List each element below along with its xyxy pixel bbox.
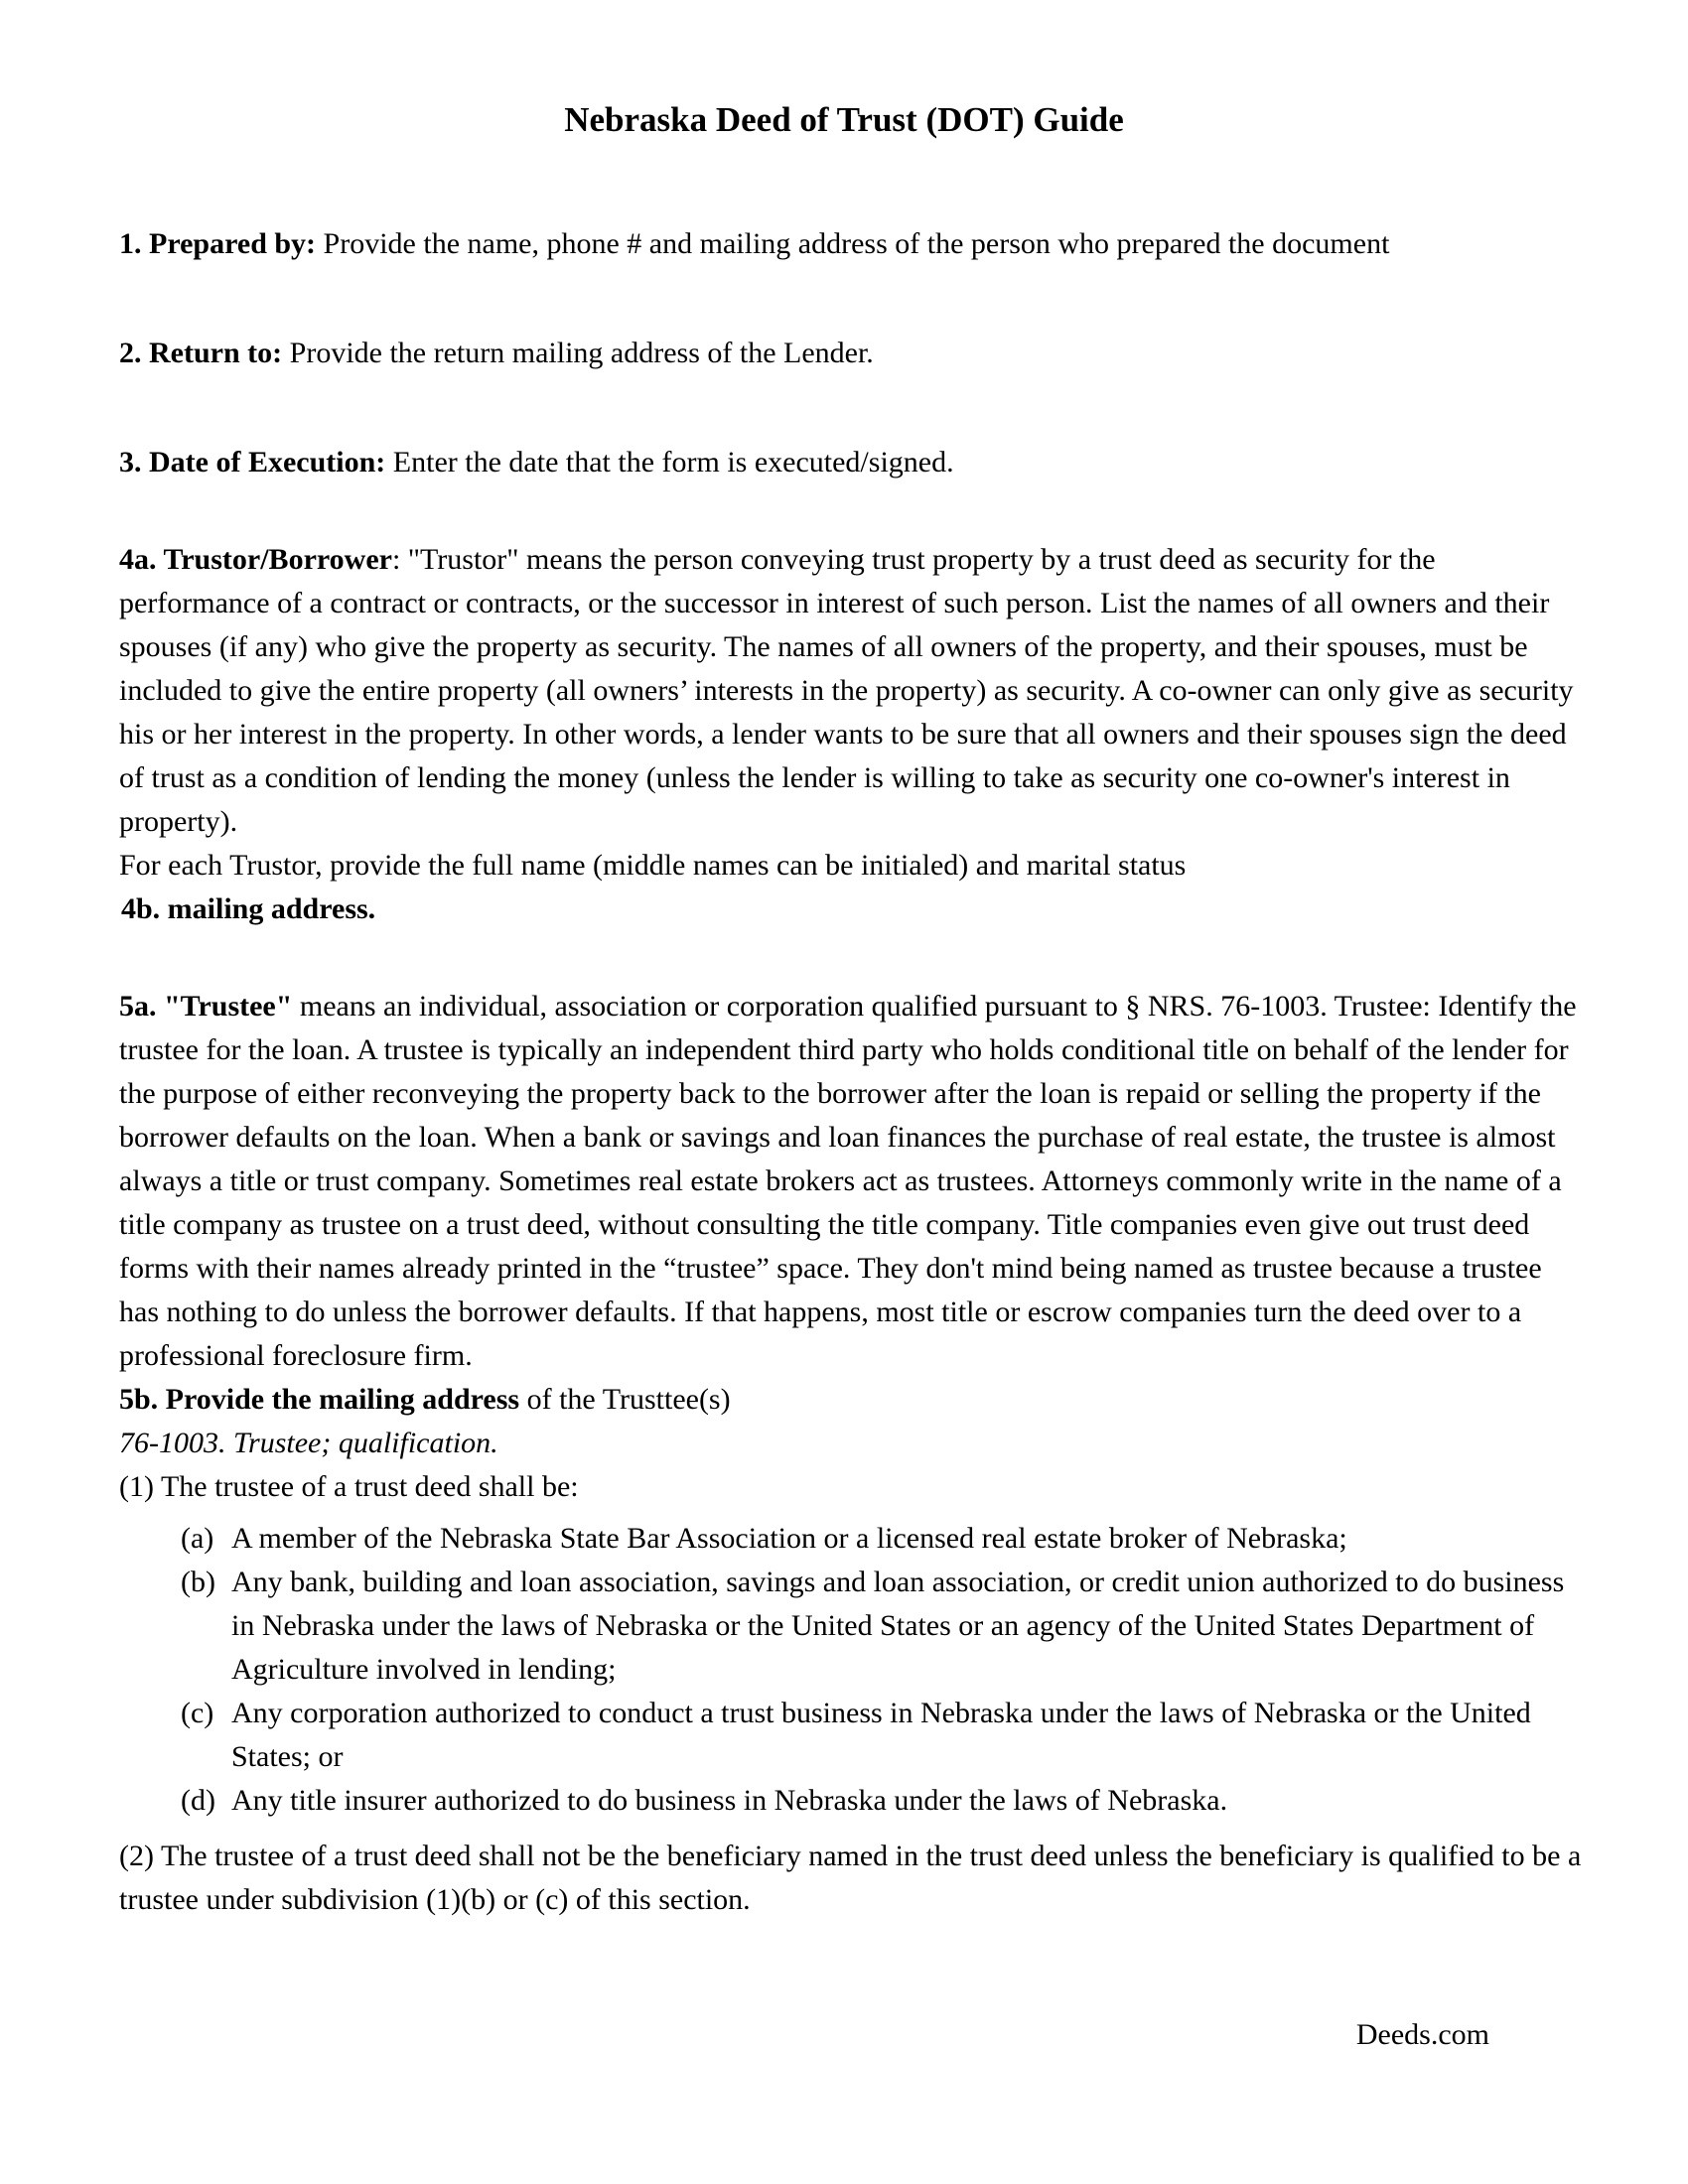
list-item-marker: (c) [181, 1697, 214, 1729]
section-4a-trustor [119, 538, 1589, 844]
footer-brand: Deeds.com [1355, 2018, 1489, 2051]
section-4a-text: : "Trustor" means the person conveying trust property by a trust deed as security for the performance of a contract or contracts, or the successor in interest of such person. List the names of all owners and their spouses (if any) who give the property as security. The names of all owners of the property, and their spouses, must be included to give the entire property (all owners’ interests in the property) as security. A co-owner can only give as security his or her interest in the property. In other words, a lender wants to be sure that all owners and their spouses sign the deed of trust as a condition of lending the money (unless the lender is willing to take as security one co-owner's interest in property). [119, 543, 1574, 838]
list-item-marker: (b) [181, 1566, 215, 1598]
section-1-prepared-by [119, 222, 1589, 266]
statute-paragraph-1: (1) The trustee of a trust deed shall be: [119, 1470, 579, 1503]
section-5b-label: 5b. Provide the mailing address [119, 1383, 520, 1416]
section-5a-trustee [119, 985, 1589, 1378]
list-item-text: Any corporation authorized to conduct a trust business in Nebraska under the laws of Nebraska or the United States; or [231, 1697, 1531, 1773]
section-3-label: 3. Date of Execution: [119, 446, 386, 478]
statute-paragraph-2: (2) The trustee of a trust deed shall not be the beneficiary named in the trust deed unless the beneficiary is qualified to be a trustee under subdivision (1)(b) or (c) of this section. [119, 1840, 1582, 1916]
section-4a-label: 4a. Trustor/Borrower [119, 543, 392, 576]
statute-list-item [181, 1779, 1589, 1823]
section-5a-label: 5a. "Trustee" [119, 990, 293, 1023]
section-2-label: 2. Return to: [119, 337, 283, 369]
guide-content [119, 222, 1589, 1922]
section-1-label: 1. Prepared by: [119, 227, 317, 260]
section-4a-note: For each Trustor, provide the full name (middle names can be initialed) and marital status [119, 849, 1187, 882]
page-title: Nebraska Deed of Trust (DOT) Guide [564, 100, 1124, 139]
section-5a-text: means an individual, association or corporation qualified pursuant to § NRS. 76-1003. Trustee: Identify the trustee for the loan. A trustee is typically an independent third party who holds conditional title on behalf of the lender for the purpose of either reconveying the property back to the borrower after the loan is repaid or selling the property if the borrower defaults on the loan. When a bank or savings and loan finances the purchase of real estate, the trustee is almost always a title or trust company. Sometimes real estate brokers act as trustees. Attorneys commonly write in the name of a title company as trustee on a trust deed, without consulting the title company. Title companies even give out trust deed forms with their names already printed in the “trustee” space. They don't mind being named as trustee because a trustee has nothing to do unless the borrower defaults. If that happens, most title or escrow companies turn the deed over to a professional foreclosure firm. [119, 990, 1577, 1372]
statute-list-item [181, 1517, 1589, 1561]
section-2-return-to [119, 332, 1589, 375]
section-2-text: Provide the return mailing address of the Lender. [282, 337, 874, 369]
statute-list [119, 1517, 1589, 1823]
section-1-text: Provide the name, phone # and mailing address of the person who prepared the document [316, 227, 1390, 260]
statute-heading: 76-1003. Trustee; qualification. [119, 1427, 498, 1459]
section-5b-mailing-address [119, 1378, 1589, 1422]
section-5b-text: of the Trusttee(s) [519, 1383, 731, 1416]
list-item-text: Any title insurer authorized to do business in Nebraska under the laws of Nebraska. [231, 1784, 1228, 1817]
statute-list-item [181, 1692, 1589, 1779]
section-3-date-of-execution [119, 441, 1589, 484]
list-item-marker: (a) [181, 1522, 214, 1555]
section-3-text: Enter the date that the form is executed/signed. [385, 446, 954, 478]
statute-list-item [181, 1561, 1589, 1692]
list-item-text: A member of the Nebraska State Bar Association or a licensed real estate broker of Nebraska; [231, 1522, 1347, 1555]
list-item-marker: (d) [181, 1784, 215, 1817]
section-4b-label: 4b. mailing address. [121, 892, 376, 925]
list-item-text: Any bank, building and loan association, savings and loan association, or credit union authorized to do business in Nebraska under the laws of Nebraska or the United States or an agency of the United States Department of Agriculture involved in lending; [231, 1566, 1565, 1686]
